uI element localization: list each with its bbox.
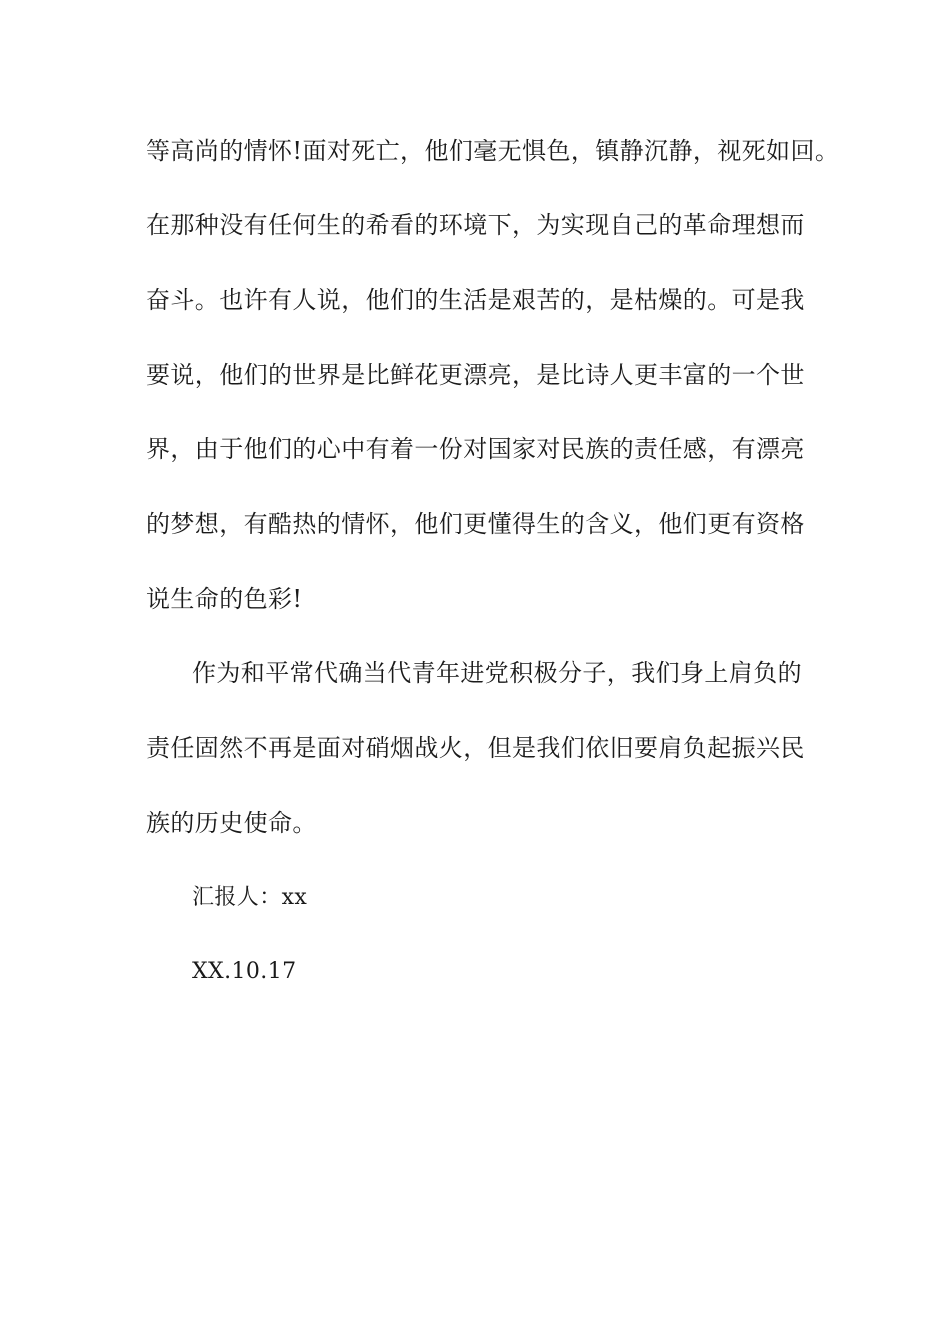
paragraph-1-line-7: 说生命的色彩! [146,585,303,613]
reporter-signature: 汇报人：xx [192,885,308,910]
paragraph-2-line-1: 作为和平常代确当代青年进党积极分子，我们身上肩负的 [192,659,802,687]
paragraph-1-line-2: 在那种没有任何生的希看的环境下，为实现自己的革命理想而 [146,211,805,239]
paragraph-1-line-5: 界，由于他们的心中有着一份对国家对民族的责任感，有漂亮 [146,435,805,463]
paragraph-1-line-3: 奋斗。也许有人说，他们的生活是艰苦的，是枯燥的。可是我 [146,286,805,314]
paragraph-2-line-3: 族的历史使命。 [146,809,317,837]
paragraph-1-line-4: 要说，他们的世界是比鲜花更漂亮，是比诗人更丰富的一个世 [146,361,805,389]
report-date: XX.10.17 [192,959,297,984]
paragraph-2-line-2: 责任固然不再是面对硝烟战火，但是我们依旧要肩负起振兴民 [146,734,805,762]
paragraph-1-line-6: 的梦想，有酷热的情怀，他们更懂得生的含义，他们更有资格 [146,510,805,538]
paragraph-1-line-1: 等高尚的情怀!面对死亡，他们毫无惧色，镇静沉静，视死如回。 [146,137,840,165]
